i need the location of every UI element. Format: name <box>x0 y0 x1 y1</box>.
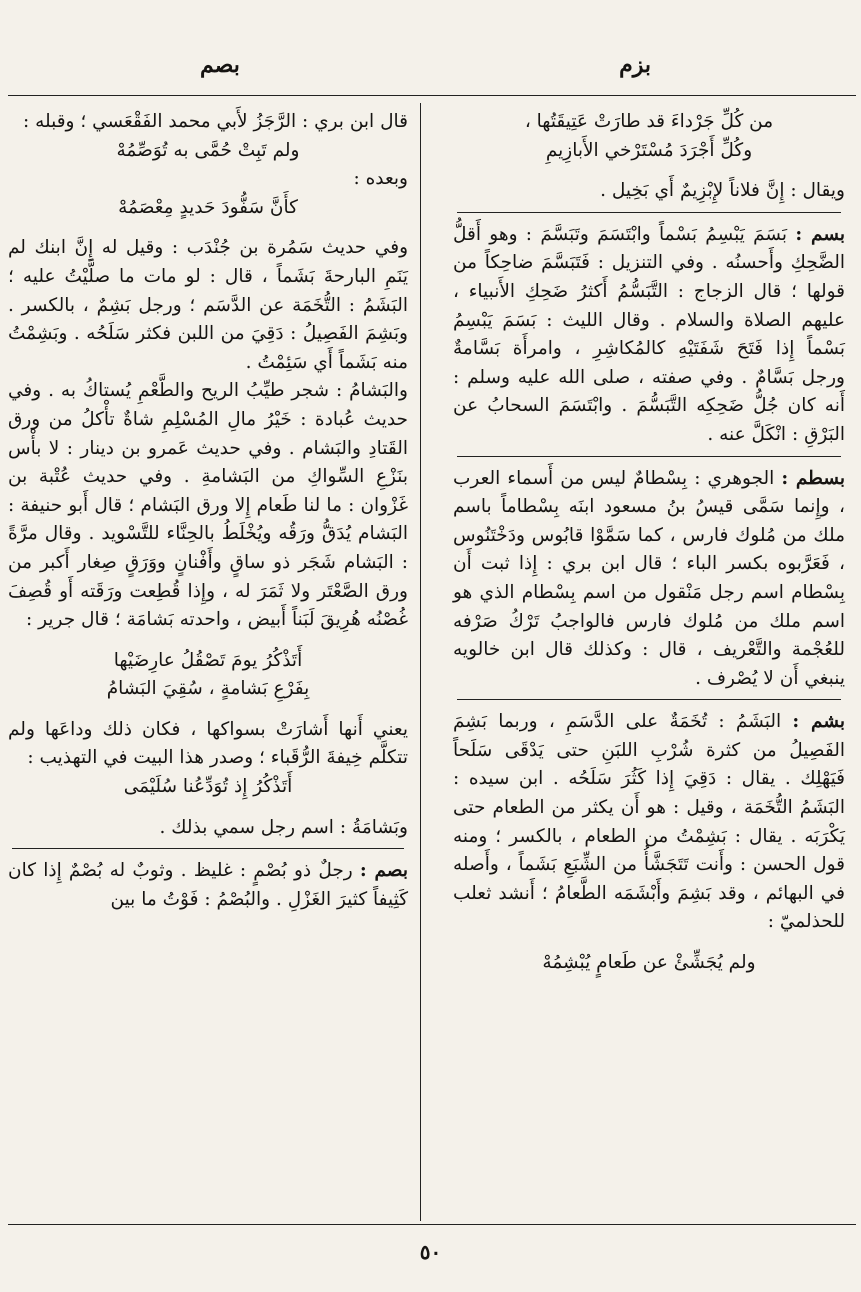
verse-line: بِفَرْعِ بَشامةٍ ، سُقِيَ البَشامُ <box>106 678 310 700</box>
dictionary-entry-bsm2 <box>8 857 408 914</box>
column-divider <box>420 103 421 1221</box>
paragraph: وبعده : <box>353 168 408 190</box>
entry-separator <box>457 699 841 700</box>
paragraph: والبَشامُ : شجر طيِّبُ الريح والطَّعْمِ يُستاكُ به . وفي حديث عُبادة : خَيْرُ مالِ المُسْلِمِ شاةٌ تأْكلُ من ورق القَتادِ والبَشام . وفي حديث عَمرو بن دينار : لا بأْس بنَزْعِ السِّواكِ من البَشامةِ . وفي حديث عُتْبة بن غَزْوان : ما لنا طَعام إِلا ورق البَشام ؛ قال أَبو حنيفة : البَشام يُدَقُّ ورَقُه ويُخْلَطُ بالحِنَّاء للتَّسْويد . وقال مرَّةً : البَشام شَجَر ذو ساقٍ وأَفْنانٍ ووَرَقٍ صِغار أَكبر من ورق الصَّعْتَر ولا ثَمَرَ له ، وإِذا قُطِعت ورَقَته أَو قُصِفَ غُصْنُه هُرِيقَ لَبَناً أَبيض ، واحدته بَشامَة ؛ قال جرير : <box>8 380 408 631</box>
paragraph: قال ابن بري : الرَّجَزُ لأَبي محمد الفَقْعَسي ؛ وقبله : <box>22 111 408 132</box>
running-header-left: بصم <box>200 52 240 78</box>
entry-headword: بشم : <box>792 711 845 733</box>
dictionary-entry-bsm <box>453 221 845 450</box>
right-column <box>453 108 845 978</box>
entry-separator <box>12 848 404 849</box>
entry-text: بَسَمَ يَبْسِمُ بَسْماً وابْتَسَمَ وتَبَسَّمَ : وهو أَقلُّ الضَّحِكِ وأَحسنُه . وفي التنزيل : فَتَبَسَّمَ ضاحِكاً من قولها ؛ قال الزجاج : التَّبَسُّمُ أَكثرُ ضَحِكِ الأَنبياء ، عليهم الصلاة والسلام . وقال الليث : بَسَمَ يَبْسِمُ بَسْماً إِذا فَتَحَ شَفَتَيْهِ كالمُكاشِرِ ، وامرأَة بَسَّامةٌ ورجل بَسَّامٌ . وفي صفته ، صلى الله عليه وسلم : أَنه كان جُلُّ ضَحِكِه التَّبَسُّمَ . وابْتَسَمَ السحابُ عن البَرْقِ : انْكَلَّ عنه . <box>453 223 845 445</box>
verse-line: أَتَذْكُرُ إِذ تُوَدِّعُنا سُلَيْمَى <box>123 776 293 798</box>
verse-line: كأَنَّ سَفُّودَ حَديدٍ مِعْصَمُهْ <box>118 196 298 218</box>
page-number: ٥٠ <box>419 1240 442 1264</box>
entry-headword: بصم : <box>359 860 408 882</box>
entry-text: الجوهري : بِسْطامٌ ليس من أَسماء العرب ، وإِنما سَمَّى قيسُ بنُ مسعود ابنَه بِسْطاماً باسم ملك من مُلوك فارس ، كما سَمَّوْا قابُوس ودَخْتَنُوس ، فَعَرَّبوه بكسر الباء ؛ قال ابن بري : إِذا ثبت أَن بِسْطام اسم رجل مَنْقول من اسم بِسْطام الذي هو اسم ملك من مُلوك فارس فالواجبُ تَرْكُ صَرْفه للعُجْمة والتَّعْريف ، قال : وكذلك قال ابن خالويه ينبغي أَن لا يُصْرف . <box>453 467 845 689</box>
paragraph: وبَشامَةُ : اسم رجل سمي بذلك . <box>159 816 408 838</box>
entry-text: البَشَمُ : تُخَمَةٌ على الدَّسَمِ ، وربما بَشِمَ الفَصِيلُ من كثرة شُرْبِ اللبَنِ حتى يَدْقَى سَلَحاً فَيَهْلِك . يقال : دَقِيَ إِذا كَثُرَ سَلَحُه . ابن سيده : البَشَمُ التُّخَمَة ، وقيل : هو أَن يكثر من الطعام حتى يَكْرَبَه . يقال : بَشِمْتُ من الطعام ، بالكسر ؛ ومنه قول الحسن : وأَنت تَتَجَشَّأُ من الشِّبَعِ بَشَماً ، وأَصله في البهائم ، وقد بَشِمَ وأَبْشَمَه الطَّعامُ ؛ أَنشد ثعلب للحذلميّ : <box>453 711 845 933</box>
verse-line: من كُلِّ جَرْداءَ قد طارَتْ عَتِيقَتُها ، <box>524 111 774 132</box>
paragraph: يعني أَنها أَشارَتْ بسواكها ، فكان ذلك وداعَها ولم تتكلَّم خِيفةَ الرُّقَباء ؛ وصدر هذا البيت في التهذيب : <box>8 718 408 769</box>
paragraph: ويقال : إِنَّ فلاناً لإِبْزِيمٌ أَي بَخِيل . <box>600 180 845 202</box>
verse-line: ولم تَبِتْ حُمَّى به تُوَصِّمُهْ <box>116 139 300 161</box>
left-column <box>8 108 408 914</box>
verse-line: أَتَذْكُرُ يومَ تَصْقُلُ عارِضَيْها <box>113 649 303 671</box>
entry-text: رجلٌ ذو بُصْمٍ : غليظ . وثوبٌ له بُصْمٌ إِذا كان كَثِيفاً كثيرَ الغَزْلِ . والبُصْمُ : فَوْتُ ما بين <box>8 860 408 910</box>
verse-line: ولم يُجَشِّئْ عن طَعامٍ يُبْشِمُهْ <box>542 952 756 974</box>
paragraph: وفي حديث سَمُرة بن جُنْدَب : وقيل له إِنَّ ابنك لم يَنَمِ البارحةَ بَشَماً ، قال : لو مات ما صلَّيْتُ عليه ؛ البَشَمُ : التُّخَمَة عن الدَّسَم ؛ ورجل بَشِمٌ ، بالكسر . وبَشِمَ الفَصِيلُ : دَقِيَ من اللبن فكثر سَلَحُه . وبَشِمْتُ منه بَشَماً أَي سَئِمْتُ . <box>8 237 408 373</box>
dictionary-entry-bshm <box>453 708 845 937</box>
entry-headword: بسم : <box>795 223 845 245</box>
footer-rule <box>8 1224 856 1225</box>
running-header-right: بزم <box>619 52 651 78</box>
entry-headword: بسطم : <box>781 467 845 489</box>
entry-separator <box>457 456 841 457</box>
header-rule <box>8 95 856 96</box>
entry-separator <box>457 212 841 213</box>
verse-line: وكُلِّ أَجْرَدَ مُسْتَرْخي الأَبازِيمِ <box>545 139 753 161</box>
dictionary-entry-bstm <box>453 465 845 694</box>
